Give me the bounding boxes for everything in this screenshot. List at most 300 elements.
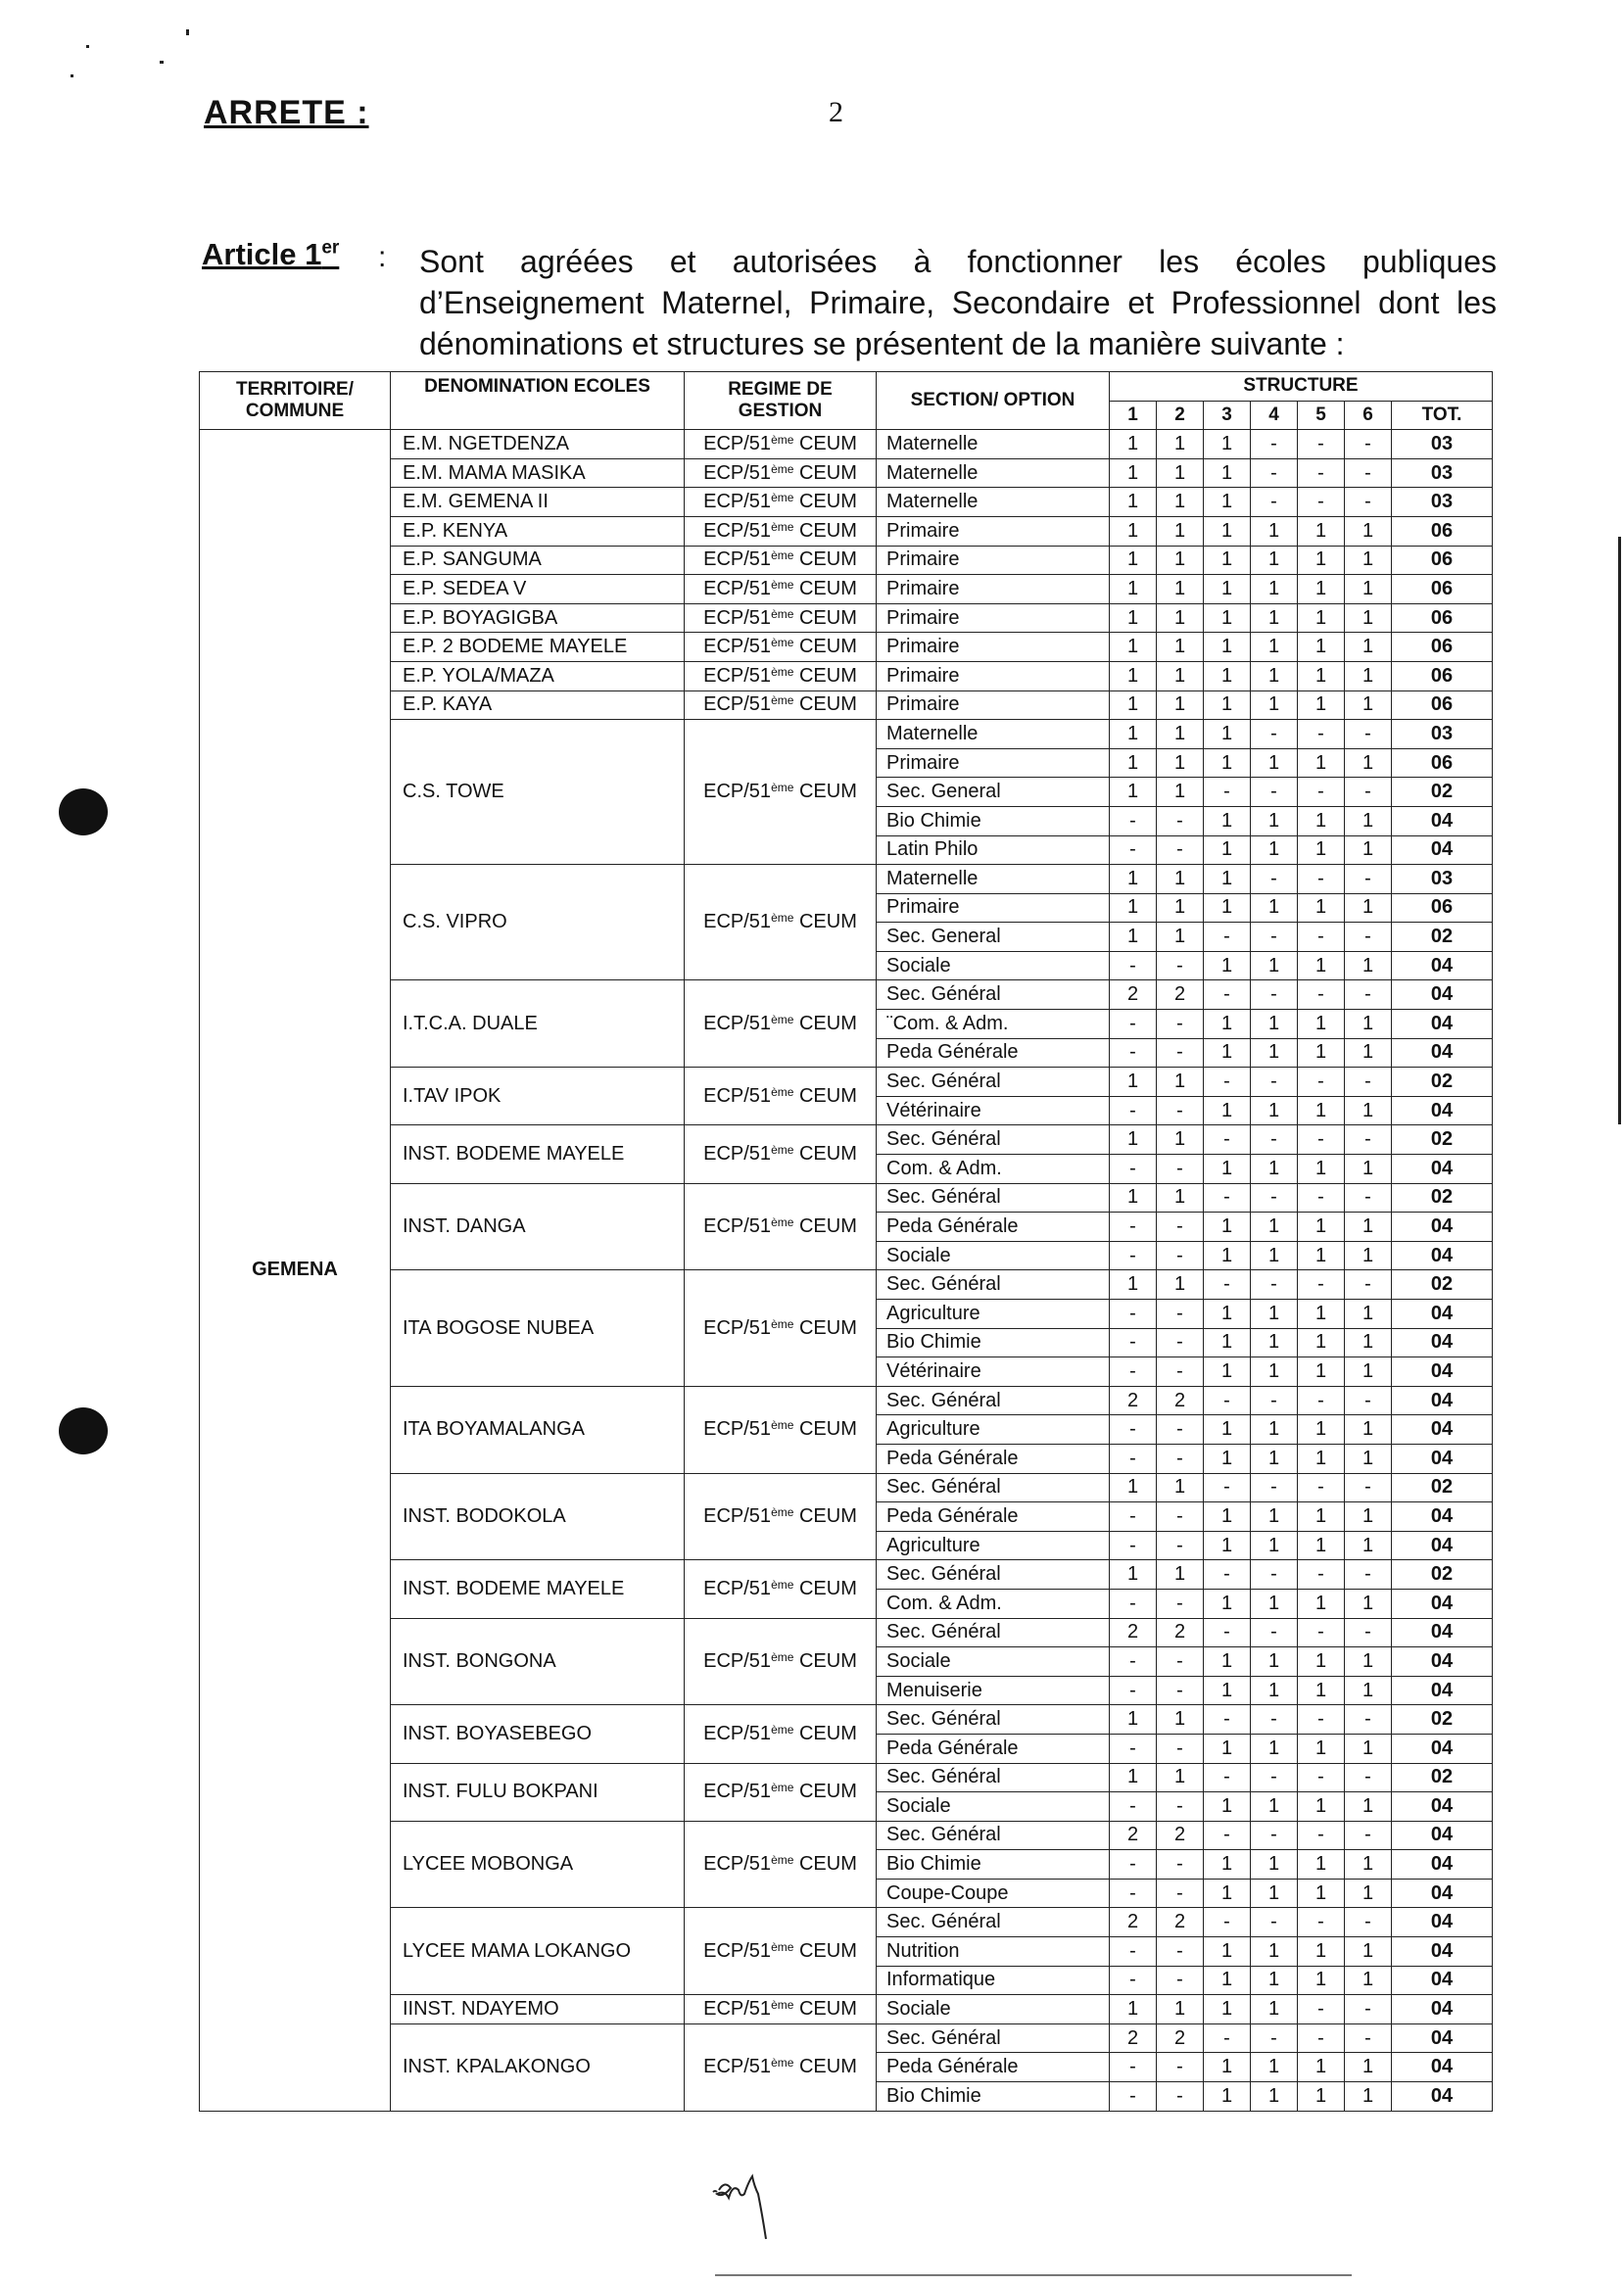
regime-suffix: CEUM: [793, 606, 857, 629]
level-value-2: -: [1157, 1328, 1204, 1357]
level-value-4: 1: [1251, 1328, 1298, 1357]
total-cell: 02: [1392, 1560, 1493, 1590]
total-cell: 04: [1392, 1300, 1493, 1329]
level-value-4: 1: [1251, 1589, 1298, 1618]
regime-sup: ème: [771, 1084, 794, 1099]
level-value-3: -: [1204, 923, 1251, 952]
table-row: [200, 488, 1493, 517]
level-value-5: -: [1298, 458, 1345, 488]
section-cell: Latin Philo: [877, 835, 1110, 865]
section-cell: Agriculture: [877, 1531, 1110, 1560]
scan-speck: [86, 45, 89, 48]
level-value-5: 1: [1298, 2053, 1345, 2082]
level-value-1: 1: [1110, 516, 1157, 546]
level-value-2: 1: [1157, 1125, 1204, 1155]
level-value-1: -: [1110, 1096, 1157, 1125]
regime-prefix: ECP/51: [703, 1215, 772, 1238]
level-value-4: 1: [1251, 603, 1298, 633]
regime-prefix: ECP/51: [703, 1781, 772, 1803]
level-value-6: 1: [1345, 1444, 1392, 1473]
level-value-6: 1: [1345, 1096, 1392, 1125]
regime-suffix: CEUM: [793, 1084, 857, 1107]
level-value-3: -: [1204, 778, 1251, 807]
level-value-4: 1: [1251, 546, 1298, 575]
total-cell: 06: [1392, 546, 1493, 575]
regime-prefix: ECP/51: [703, 664, 772, 687]
level-value-2: 1: [1157, 1995, 1204, 2024]
territory-cell: GEMENA: [200, 430, 391, 2111]
level-value-6: 1: [1345, 690, 1392, 720]
total-cell: 04: [1392, 980, 1493, 1010]
level-value-3: 1: [1204, 1155, 1251, 1184]
regime-sup: ème: [771, 1504, 794, 1519]
level-value-3: -: [1204, 1183, 1251, 1213]
level-value-2: 1: [1157, 516, 1204, 546]
level-value-6: 1: [1345, 1647, 1392, 1677]
level-value-1: 2: [1110, 1386, 1157, 1415]
level-value-1: -: [1110, 1734, 1157, 1763]
level-value-4: -: [1251, 980, 1298, 1010]
level-value-5: 1: [1298, 575, 1345, 604]
regime-prefix: ECP/51: [703, 1853, 772, 1876]
regime-prefix: ECP/51: [703, 1316, 772, 1339]
section-cell: Primaire: [877, 603, 1110, 633]
level-value-4: 1: [1251, 575, 1298, 604]
total-cell: 04: [1392, 2023, 1493, 2053]
level-value-3: 1: [1204, 1415, 1251, 1445]
level-value-3: -: [1204, 1386, 1251, 1415]
regime-prefix: ECP/51: [703, 1939, 772, 1962]
total-cell: 04: [1392, 1038, 1493, 1068]
level-value-1: 1: [1110, 1705, 1157, 1735]
table-header: [200, 372, 1493, 430]
level-value-4: 1: [1251, 806, 1298, 835]
total-cell: 04: [1392, 1155, 1493, 1184]
level-value-1: -: [1110, 1328, 1157, 1357]
level-value-6: 1: [1345, 1850, 1392, 1880]
level-value-2: 1: [1157, 778, 1204, 807]
regime-sup: ème: [771, 1722, 794, 1737]
regime-suffix: CEUM: [793, 461, 857, 484]
total-cell: 03: [1392, 488, 1493, 517]
level-value-3: 1: [1204, 1995, 1251, 2024]
level-value-3: 1: [1204, 1010, 1251, 1039]
level-value-4: -: [1251, 1068, 1298, 1097]
level-value-2: 1: [1157, 1560, 1204, 1590]
level-value-3: 1: [1204, 633, 1251, 662]
level-value-4: -: [1251, 488, 1298, 517]
level-value-6: -: [1345, 1473, 1392, 1502]
level-value-4: 1: [1251, 1676, 1298, 1705]
article-label: [202, 237, 339, 272]
regime-sup: ème: [771, 1853, 794, 1868]
regime-sup: ème: [771, 1998, 794, 2013]
regime-prefix: ECP/51: [703, 1577, 772, 1599]
total-cell: 04: [1392, 1213, 1493, 1242]
school-name: INST. FULU BOKPANI: [391, 1763, 685, 1821]
section-cell: Sec. General: [877, 923, 1110, 952]
level-value-5: -: [1298, 1473, 1345, 1502]
school-name: E.M. MAMA MASIKA: [391, 458, 685, 488]
total-cell: 03: [1392, 430, 1493, 459]
level-value-1: 1: [1110, 661, 1157, 690]
total-cell: 04: [1392, 951, 1493, 980]
level-value-2: -: [1157, 1241, 1204, 1270]
level-value-4: -: [1251, 778, 1298, 807]
scan-speck: [186, 29, 189, 35]
level-value-4: -: [1251, 1560, 1298, 1590]
level-value-1: -: [1110, 1155, 1157, 1184]
level-value-4: 1: [1251, 1096, 1298, 1125]
section-cell: Sec. Général: [877, 1821, 1110, 1850]
level-value-2: 1: [1157, 430, 1204, 459]
level-value-5: 1: [1298, 2082, 1345, 2112]
level-value-1: 1: [1110, 1473, 1157, 1502]
level-value-4: -: [1251, 1125, 1298, 1155]
school-name: INST. BONGONA: [391, 1618, 685, 1705]
level-value-4: -: [1251, 1763, 1298, 1792]
level-value-2: 1: [1157, 720, 1204, 749]
regime-prefix: ECP/51: [703, 1504, 772, 1527]
section-cell: Peda Générale: [877, 1444, 1110, 1473]
section-cell: Maternelle: [877, 430, 1110, 459]
level-value-4: -: [1251, 1473, 1298, 1502]
level-value-3: 1: [1204, 1879, 1251, 1908]
level-value-3: 1: [1204, 488, 1251, 517]
section-cell: Agriculture: [877, 1300, 1110, 1329]
level-value-6: -: [1345, 1763, 1392, 1792]
total-cell: 04: [1392, 1531, 1493, 1560]
section-cell: Primaire: [877, 661, 1110, 690]
level-value-4: 1: [1251, 661, 1298, 690]
level-value-6: 1: [1345, 1415, 1392, 1445]
section-cell: Peda Générale: [877, 1502, 1110, 1532]
regime-suffix: CEUM: [793, 911, 857, 933]
article-label-text: Article 1: [202, 237, 322, 271]
school-name: ITA BOGOSE NUBEA: [391, 1270, 685, 1386]
regime-cell: [685, 1473, 877, 1560]
header-regime: REGIME DE GESTION: [685, 372, 877, 430]
level-value-3: 1: [1204, 1734, 1251, 1763]
total-cell: 02: [1392, 1763, 1493, 1792]
level-value-5: -: [1298, 430, 1345, 459]
section-cell: Maternelle: [877, 865, 1110, 894]
total-cell: 04: [1392, 1415, 1493, 1445]
level-value-2: 1: [1157, 458, 1204, 488]
section-cell: Coupe-Coupe: [877, 1879, 1110, 1908]
regime-cell: [685, 865, 877, 980]
level-value-6: -: [1345, 720, 1392, 749]
level-value-3: -: [1204, 1705, 1251, 1735]
level-value-6: 1: [1345, 806, 1392, 835]
level-value-5: 1: [1298, 951, 1345, 980]
table-row: [200, 1125, 1493, 1155]
level-value-5: 1: [1298, 1328, 1345, 1357]
level-value-6: -: [1345, 430, 1392, 459]
table-row: [200, 516, 1493, 546]
regime-cell: [685, 1270, 877, 1386]
regime-suffix: CEUM: [793, 636, 857, 658]
total-cell: 04: [1392, 1357, 1493, 1387]
level-value-3: 1: [1204, 546, 1251, 575]
regime-suffix: CEUM: [793, 1418, 857, 1441]
level-value-1: 1: [1110, 1995, 1157, 2024]
regime-cell: [685, 603, 877, 633]
level-value-2: 1: [1157, 575, 1204, 604]
header-level-6: 6: [1345, 401, 1392, 430]
total-cell: 06: [1392, 516, 1493, 546]
level-value-2: -: [1157, 1357, 1204, 1387]
school-name: INST. BOYASEBEGO: [391, 1705, 685, 1763]
level-value-6: 1: [1345, 1328, 1392, 1357]
section-cell: Sec. Général: [877, 1560, 1110, 1590]
regime-sup: ème: [771, 577, 794, 592]
level-value-1: 1: [1110, 1068, 1157, 1097]
level-value-5: -: [1298, 1705, 1345, 1735]
level-value-4: 1: [1251, 1300, 1298, 1329]
section-cell: Peda Générale: [877, 2053, 1110, 2082]
level-value-5: 1: [1298, 603, 1345, 633]
level-value-4: 1: [1251, 893, 1298, 923]
regime-prefix: ECP/51: [703, 606, 772, 629]
level-value-2: -: [1157, 1213, 1204, 1242]
level-value-5: 1: [1298, 633, 1345, 662]
section-cell: Primaire: [877, 575, 1110, 604]
regime-cell: [685, 720, 877, 865]
section-cell: Sec. Général: [877, 1068, 1110, 1097]
level-value-2: -: [1157, 1879, 1204, 1908]
section-cell: Sec. Général: [877, 1125, 1110, 1155]
level-value-4: -: [1251, 1618, 1298, 1647]
level-value-5: 1: [1298, 1937, 1345, 1967]
regime-sup: ème: [771, 636, 794, 650]
level-value-6: -: [1345, 1908, 1392, 1937]
section-cell: Primaire: [877, 748, 1110, 778]
level-value-3: -: [1204, 980, 1251, 1010]
regime-cell: [685, 546, 877, 575]
level-value-2: 1: [1157, 546, 1204, 575]
table-row: [200, 1908, 1493, 1937]
total-cell: 02: [1392, 1125, 1493, 1155]
level-value-3: 1: [1204, 720, 1251, 749]
level-value-2: 1: [1157, 690, 1204, 720]
level-value-5: 1: [1298, 1010, 1345, 1039]
level-value-1: 1: [1110, 1270, 1157, 1300]
regime-suffix: CEUM: [793, 491, 857, 513]
total-cell: 04: [1392, 1589, 1493, 1618]
level-value-4: 1: [1251, 690, 1298, 720]
level-value-2: -: [1157, 1792, 1204, 1822]
regime-cell: [685, 1183, 877, 1270]
level-value-4: 1: [1251, 1010, 1298, 1039]
total-cell: 06: [1392, 748, 1493, 778]
level-value-3: 1: [1204, 603, 1251, 633]
header-denomination: DENOMINATION ECOLES: [391, 372, 685, 430]
section-cell: Bio Chimie: [877, 2082, 1110, 2112]
table-row: [200, 1386, 1493, 1415]
level-value-3: 1: [1204, 1444, 1251, 1473]
level-value-3: 1: [1204, 430, 1251, 459]
table-row: [200, 603, 1493, 633]
regime-sup: ème: [771, 519, 794, 534]
level-value-5: -: [1298, 2023, 1345, 2053]
level-value-6: 1: [1345, 575, 1392, 604]
level-value-3: -: [1204, 1068, 1251, 1097]
level-value-6: -: [1345, 1705, 1392, 1735]
total-cell: 06: [1392, 603, 1493, 633]
level-value-6: 1: [1345, 748, 1392, 778]
total-cell: 04: [1392, 1096, 1493, 1125]
level-value-3: 1: [1204, 835, 1251, 865]
level-value-1: 1: [1110, 778, 1157, 807]
level-value-2: -: [1157, 1415, 1204, 1445]
level-value-1: 1: [1110, 575, 1157, 604]
header-section: SECTION/ OPTION: [877, 372, 1110, 430]
section-cell: Sec. Général: [877, 1705, 1110, 1735]
regime-prefix: ECP/51: [703, 911, 772, 933]
section-cell: Primaire: [877, 690, 1110, 720]
level-value-5: -: [1298, 720, 1345, 749]
section-cell: Sociale: [877, 951, 1110, 980]
level-value-4: -: [1251, 1821, 1298, 1850]
level-value-2: -: [1157, 1300, 1204, 1329]
total-cell: 04: [1392, 1647, 1493, 1677]
level-value-6: 1: [1345, 2082, 1392, 2112]
level-value-6: 1: [1345, 1879, 1392, 1908]
total-cell: 04: [1392, 1995, 1493, 2024]
level-value-3: 1: [1204, 1647, 1251, 1677]
level-value-5: -: [1298, 1821, 1345, 1850]
level-value-4: 1: [1251, 1647, 1298, 1677]
level-value-5: -: [1298, 1763, 1345, 1792]
total-cell: 04: [1392, 1444, 1493, 1473]
level-value-2: -: [1157, 1038, 1204, 1068]
regime-cell: [685, 516, 877, 546]
regime-cell: [685, 488, 877, 517]
article-colon: :: [378, 241, 387, 273]
total-cell: 04: [1392, 835, 1493, 865]
regime-cell: [685, 430, 877, 459]
level-value-3: -: [1204, 1270, 1251, 1300]
total-cell: 04: [1392, 1850, 1493, 1880]
regime-cell: [685, 1560, 877, 1618]
level-value-1: -: [1110, 2053, 1157, 2082]
section-cell: Menuiserie: [877, 1676, 1110, 1705]
punch-hole: [59, 788, 108, 835]
level-value-3: 1: [1204, 690, 1251, 720]
level-value-6: -: [1345, 1068, 1392, 1097]
level-value-4: -: [1251, 865, 1298, 894]
regime-prefix: ECP/51: [703, 1143, 772, 1166]
regime-suffix: CEUM: [793, 1853, 857, 1876]
level-value-1: -: [1110, 1850, 1157, 1880]
level-value-4: 1: [1251, 1995, 1298, 2024]
level-value-1: 1: [1110, 458, 1157, 488]
level-value-3: 1: [1204, 893, 1251, 923]
level-value-6: 1: [1345, 1676, 1392, 1705]
regime-suffix: CEUM: [793, 548, 857, 571]
level-value-6: 1: [1345, 1531, 1392, 1560]
section-cell: Com. & Adm.: [877, 1155, 1110, 1184]
school-name: E.M. NGETDENZA: [391, 430, 685, 459]
level-value-1: 1: [1110, 1560, 1157, 1590]
table-body: [200, 430, 1493, 2111]
table-row: [200, 1068, 1493, 1097]
total-cell: 04: [1392, 1328, 1493, 1357]
level-value-1: -: [1110, 1879, 1157, 1908]
total-cell: 04: [1392, 1010, 1493, 1039]
regime-suffix: CEUM: [793, 1998, 857, 2021]
regime-sup: ème: [771, 1012, 794, 1026]
regime-prefix: ECP/51: [703, 636, 772, 658]
level-value-6: 1: [1345, 951, 1392, 980]
level-value-5: -: [1298, 1270, 1345, 1300]
level-value-2: 2: [1157, 1618, 1204, 1647]
level-value-5: 1: [1298, 1531, 1345, 1560]
section-cell: Primaire: [877, 546, 1110, 575]
total-cell: 02: [1392, 1270, 1493, 1300]
table-row: [200, 1473, 1493, 1502]
regime-prefix: ECP/51: [703, 1418, 772, 1441]
table-row: [200, 458, 1493, 488]
school-name: C.S. VIPRO: [391, 865, 685, 980]
level-value-2: 1: [1157, 923, 1204, 952]
level-value-1: 1: [1110, 865, 1157, 894]
level-value-1: -: [1110, 1038, 1157, 1068]
level-value-4: 1: [1251, 835, 1298, 865]
level-value-1: 2: [1110, 1821, 1157, 1850]
level-value-4: 1: [1251, 2053, 1298, 2082]
level-value-6: 1: [1345, 2053, 1392, 2082]
table-row: [200, 865, 1493, 894]
level-value-2: 1: [1157, 1763, 1204, 1792]
regime-prefix: ECP/51: [703, 548, 772, 571]
school-name: LYCEE MOBONGA: [391, 1821, 685, 1908]
level-value-2: 1: [1157, 1473, 1204, 1502]
section-cell: Com. & Adm.: [877, 1589, 1110, 1618]
section-cell: Sociale: [877, 1241, 1110, 1270]
regime-suffix: CEUM: [793, 664, 857, 687]
level-value-5: 1: [1298, 516, 1345, 546]
level-value-3: 1: [1204, 1792, 1251, 1822]
level-value-3: 1: [1204, 2082, 1251, 2112]
section-cell: Peda Générale: [877, 1038, 1110, 1068]
regime-suffix: CEUM: [793, 1316, 857, 1339]
school-name: INST. BODEME MAYELE: [391, 1560, 685, 1618]
margin-edge-line: [1618, 537, 1621, 1124]
regime-sup: ème: [771, 1939, 794, 1954]
regime-prefix: ECP/51: [703, 1722, 772, 1744]
level-value-3: 1: [1204, 1937, 1251, 1967]
level-value-1: 1: [1110, 1125, 1157, 1155]
level-value-2: 2: [1157, 1386, 1204, 1415]
table-row: [200, 430, 1493, 459]
level-value-6: -: [1345, 1183, 1392, 1213]
regime-cell: [685, 1618, 877, 1705]
level-value-1: -: [1110, 835, 1157, 865]
level-value-4: 1: [1251, 1734, 1298, 1763]
level-value-1: 1: [1110, 603, 1157, 633]
level-value-2: -: [1157, 951, 1204, 980]
total-cell: 04: [1392, 1734, 1493, 1763]
school-name: E.P. KENYA: [391, 516, 685, 546]
level-value-1: 1: [1110, 923, 1157, 952]
level-value-3: 1: [1204, 748, 1251, 778]
level-value-2: 1: [1157, 865, 1204, 894]
regime-prefix: ECP/51: [703, 577, 772, 599]
table-row: [200, 1618, 1493, 1647]
level-value-2: 1: [1157, 1270, 1204, 1300]
